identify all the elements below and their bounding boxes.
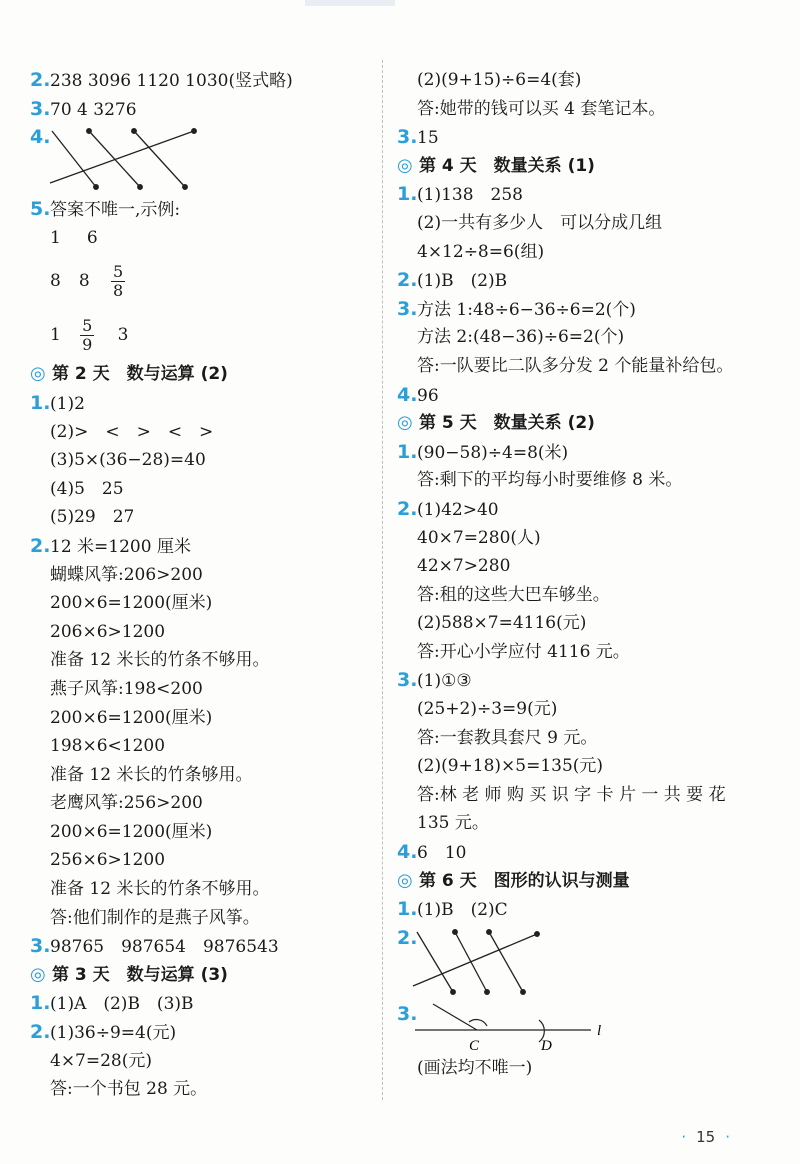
left-column xyxy=(30,66,375,1104)
section-heading-day2: ◎ 第 2 天 数与运算 (2) xyxy=(30,360,375,389)
answer-line: 方法 2:(48−36)÷6=2(个) xyxy=(417,327,625,348)
answer-line: 答:剩下的平均每小时要维修 8 米。 xyxy=(417,470,683,491)
answer-line: 40×7=280(人) xyxy=(417,527,541,548)
page-number: · 15 · xyxy=(681,1128,730,1146)
circle-bullet-icon: ◎ xyxy=(30,963,46,985)
d6-answer-2: 2. xyxy=(397,924,767,1000)
answer-line: 燕子风筝:198<200 xyxy=(50,678,203,699)
answer-line: 200×6=1200(厘米) xyxy=(50,593,213,614)
example-row-3: 1 $\frac{5}{9}$ 3 xyxy=(50,316,129,355)
circle-bullet-icon: ◎ xyxy=(397,412,413,434)
answer-line: 42×7>280 xyxy=(417,556,511,577)
answer-line: 256×6>1200 xyxy=(50,850,166,871)
answer-line: 准备 12 米长的竹条不够用。 xyxy=(50,650,270,671)
fraction: $\frac{5}{9}$ xyxy=(82,316,93,355)
answer-3: 3.70 4 3276 xyxy=(30,97,137,120)
answer-line: 答:林 老 师 购 买 识 字 卡 片 一 共 要 花 xyxy=(417,784,726,805)
answer-line: (2)(9+15)÷6=4(套) xyxy=(417,70,582,90)
example-row-2: 8 8 $\frac{5}{8}$ xyxy=(50,262,124,301)
answer-line: 老鹰风筝:256>200 xyxy=(50,793,203,814)
d3-answer-1: 1.(1)A (2)B (3)B xyxy=(30,992,194,1015)
d4-answer-2: 2.(1)B (2)B xyxy=(397,269,508,292)
answer-line: (2)588×7=4116(元) xyxy=(417,613,587,634)
d2-answer-1: 1.(1)2 xyxy=(30,391,85,414)
parallel-lines-figure xyxy=(409,926,569,1002)
d3-answer-2: 2.(1)36÷9=4(元) xyxy=(30,1021,177,1044)
section-heading-day5: ◎ 第 5 天 数量关系 (2) xyxy=(397,409,767,438)
answer-line: (4)5 25 xyxy=(50,478,124,499)
d4-answer-1: 1.(1)138 258 xyxy=(397,183,523,206)
d5-answer-1: 1.(90−58)÷4=8(米) xyxy=(397,440,569,463)
circle-bullet-icon: ◎ xyxy=(397,154,413,176)
answer-line: 答:一个书包 28 元。 xyxy=(50,1079,208,1100)
answer-line: 答:他们制作的是燕子风筝。 xyxy=(50,907,260,928)
example-row-1: 1 6 xyxy=(50,227,98,248)
answer-line: 198×6<1200 xyxy=(50,736,166,757)
d5-answer-2: 2.(1)42>40 xyxy=(397,497,499,520)
answer-line: 135 元。 xyxy=(417,813,489,834)
point-d-label: D xyxy=(541,1037,552,1054)
answer-line: 答:一队要比二队多分发 2 个能量补给包。 xyxy=(417,355,734,376)
answer-line: 200×6=1200(厘米) xyxy=(50,821,213,842)
d5-answer-4: 4.6 10 xyxy=(397,841,467,864)
answer-line: 答:一套教具套尺 9 元。 xyxy=(417,727,598,748)
parallel-lines-figure xyxy=(44,123,244,195)
answer-2: 2.238 3096 1120 1030(竖式略) xyxy=(30,69,293,91)
answer-4: 4. xyxy=(30,123,375,195)
answer-line: 4×7=28(元) xyxy=(50,1050,153,1071)
right-column xyxy=(397,66,767,1082)
answer-line: 4×12÷8=6(组) xyxy=(417,241,545,262)
answer-line: 答:开心小学应付 4116 元。 xyxy=(417,641,630,662)
d6-answer-1: 1.(1)B (2)C xyxy=(397,898,508,921)
answer-line: 答:租的这些大巴车够坐。 xyxy=(417,584,610,605)
answer-5: 5.答案不唯一,示例: xyxy=(30,198,181,221)
answer-line: (2)(9+18)×5=135(元) xyxy=(417,756,604,777)
answer-line: (5)29 27 xyxy=(50,507,135,528)
section-heading-day3: ◎ 第 3 天 数与运算 (3) xyxy=(30,961,375,990)
answer-line: 蝴蝶风筝:206>200 xyxy=(50,564,203,585)
circle-bullet-icon: ◎ xyxy=(397,869,413,891)
column-divider xyxy=(382,60,383,1100)
answer-line: (2)一共有多少人 可以分成几组 xyxy=(417,212,663,233)
d2-answer-2: 2.12 米=1200 厘米 xyxy=(30,534,191,557)
line-l-label: l xyxy=(597,1022,602,1039)
answer-line: 准备 12 米长的竹条够用。 xyxy=(50,764,253,785)
section-heading-day6: ◎ 第 6 天 图形的认识与测量 xyxy=(397,867,767,896)
d4-answer-4: 4.96 xyxy=(397,383,439,406)
d2-answer-3: 3.98765 987654 9876543 xyxy=(30,935,279,958)
circle-bullet-icon: ◎ xyxy=(30,363,46,385)
d6-answer-3: 3. C D l xyxy=(397,1000,767,1054)
d4-answer-3: 3.方法 1:48÷6−36÷6=2(个) xyxy=(397,297,636,320)
answer-line: (3)5×(36−28)=40 xyxy=(50,450,206,471)
answer-line: 准备 12 米长的竹条不够用。 xyxy=(50,879,270,900)
section-heading-day4: ◎ 第 4 天 数量关系 (1) xyxy=(397,152,767,181)
ray-construction-figure xyxy=(411,1000,631,1054)
answer-line: (2)> < > < > xyxy=(50,421,214,442)
answer-line: 206×6>1200 xyxy=(50,621,166,642)
d5-answer-3: 3.(1)①③ xyxy=(397,669,472,692)
fraction: $\frac{5}{8}$ xyxy=(112,262,124,301)
answer-line: (25+2)÷3=9(元) xyxy=(417,699,558,720)
d3-answer-3: 3.15 xyxy=(397,126,439,149)
drawing-note: (画法均不唯一) xyxy=(417,1057,533,1078)
top-tab xyxy=(305,0,395,6)
point-c-label: C xyxy=(469,1037,480,1054)
answer-line: 答:她带的钱可以买 4 套笔记本。 xyxy=(417,98,666,119)
answer-line: 200×6=1200(厘米) xyxy=(50,707,213,728)
